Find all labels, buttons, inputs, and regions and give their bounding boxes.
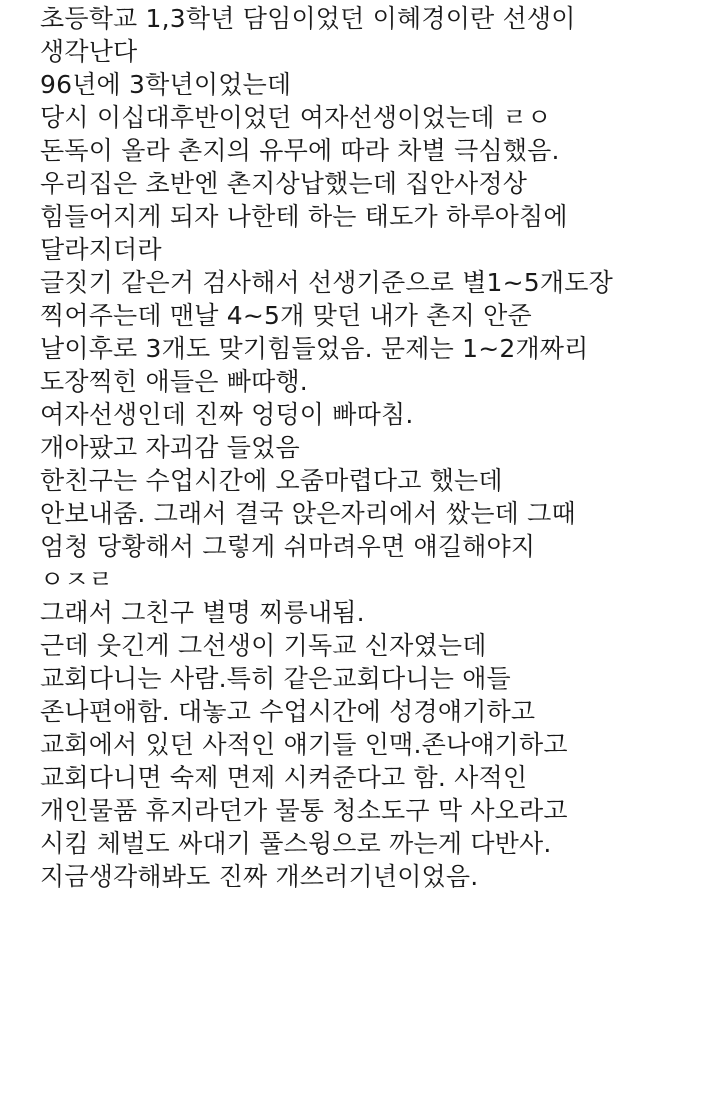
text-line: 당시 이십대후반이었던 여자선생이었는데 ㄹㅇ — [40, 103, 552, 132]
text-line: 글짓기 같은거 검사해서 선생기준으로 별1~5개도장 — [40, 268, 613, 297]
text-line: 초등학교 1,3학년 담임이었던 이혜경이란 선생이 — [40, 4, 576, 33]
text-line: 그래서 그친구 별명 찌릉내됨. — [40, 598, 365, 627]
text-line: 지금생각해봐도 진짜 개쓰러기년이었음. — [40, 862, 479, 891]
text-line: 개아팠고 자괴감 들었음 — [40, 433, 300, 462]
text-line: 힘들어지게 되자 나한테 하는 태도가 하루아침에 — [40, 202, 568, 231]
text-line: 시킴 체벌도 싸대기 풀스윙으로 까는게 다반사. — [40, 829, 552, 858]
text-line: 날이후로 3개도 맞기힘들었음. 문제는 1~2개짜리 — [40, 334, 589, 363]
text-line: 한친구는 수업시간에 오줌마렵다고 했는데 — [40, 466, 503, 495]
text-line: ㅇㅈㄹ — [40, 565, 114, 594]
text-line: 존나편애함. 대놓고 수업시간에 성경얘기하고 — [40, 697, 536, 726]
text-line: 엄청 당황해서 그렇게 쉬마려우면 얘길해야지 — [40, 532, 536, 561]
text-line: 우리집은 초반엔 촌지상납했는데 집안사정상 — [40, 169, 528, 198]
text-line: 96년에 3학년이었는데 — [40, 70, 292, 99]
text-line: 교회에서 있던 사적인 얘기들 인맥.존나얘기하고 — [40, 730, 568, 759]
text-line: 찍어주는데 맨날 4~5개 맞던 내가 촌지 안준 — [40, 301, 532, 330]
text-line: 여자선생인데 진짜 엉덩이 빠따침. — [40, 400, 414, 429]
text-line: 개인물품 휴지라던가 물통 청소도구 막 사오라고 — [40, 796, 568, 825]
text-line: 교회다니는 사람.특히 같은교회다니는 애들 — [40, 664, 511, 693]
text-line: 돈독이 올라 촌지의 유무에 따라 차별 극심했음. — [40, 136, 560, 165]
post-text-block — [40, 2, 716, 893]
text-line: 교회다니면 숙제 면제 시켜준다고 함. 사적인 — [40, 763, 528, 792]
text-line: 도장찍힌 애들은 빠따행. — [40, 367, 308, 396]
text-line: 근데 웃긴게 그선생이 기독교 신자였는데 — [40, 631, 487, 660]
text-line: 생각난다 — [40, 37, 138, 66]
text-line: 안보내줌. 그래서 결국 앉은자리에서 쌌는데 그때 — [40, 499, 576, 528]
text-line: 달라지더라 — [40, 235, 162, 264]
